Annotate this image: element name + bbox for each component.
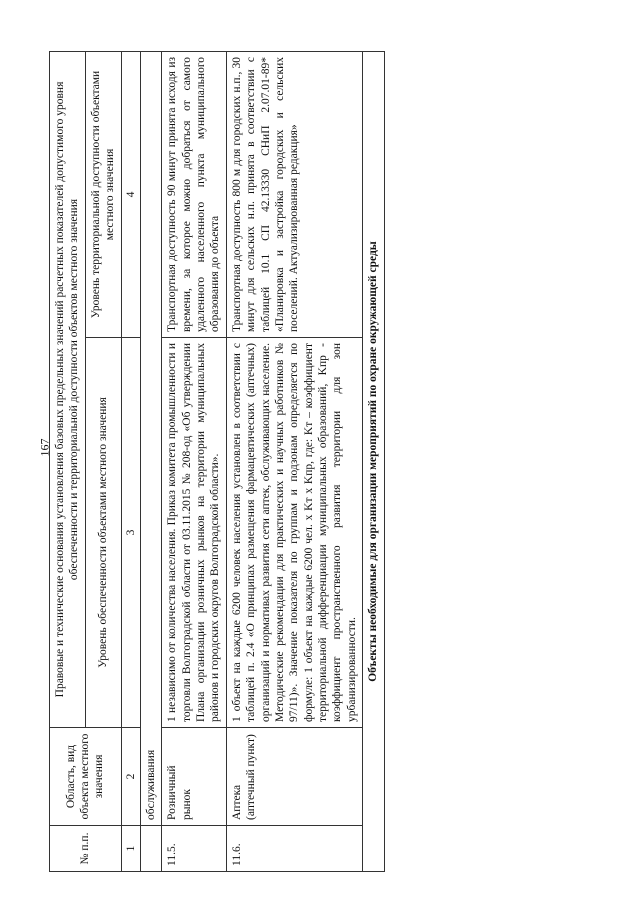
row-provision: 1 независимо от количества населения. Приказ комитета промышленности и торговли Волгоградской области от 03.11.2015 № 208-од «Об утверждении Плана организации розничных рынков на территории муниципальных районов и городских округов Волгоградской области». (162, 338, 227, 728)
row-access: Транспортная доступность 90 минут принята исходя из времени, за которое можно добраться от самого удаленного населенного пункта муниципального образования до объекта (162, 51, 227, 337)
page-number: 167 (37, 438, 52, 457)
header-col-group: Правовые и технические основания установления базовых предельных значений расчетных показателей допустимого уровня обеспеченности и территориальной доступности объектов местного значения (50, 51, 86, 727)
row-access: Транспортная доступность 800 м для городских н.п., 30 минут для сельских н.п. принята в соответствии с таблицей 10.1 СП 42.13330 СНиП 2.07.01-89* «Планировка и застройка городских и сельских поселений. Актуализированная редакция» (226, 51, 362, 337)
standards-table (49, 51, 385, 872)
header-col-provision: Уровень обеспеченности объектами местного значения (85, 338, 121, 728)
row-area: Аптека (аптечный пункт) (226, 728, 362, 826)
rotated-sheet (49, 52, 579, 872)
header-col-area: Область, вид объекта местного значения (50, 728, 122, 826)
column-number: 3 (121, 338, 140, 728)
header-col-num: № п.п. (50, 826, 122, 872)
row-provision: 1 объект на каждые 6200 человек населения установлен в соответствии с таблицей п. 2.4 «О принципах размещения фармацевтических (аптечных) организаций и нормативах развития сети аптек, обслуживающих население. Методические рекомендации для практических и научных работников № 97/11)». Значение показателя по группам и подзонам определяется по формуле: 1 объект на каждые 6200 чел. x Kт x Kпр, где: Kт – коэффициент территориальной дифференциации муниципальных образований, Kпр - коэффициент пространственного развития территории для зон урбанизированности. (226, 338, 362, 728)
footer-section-label: Объекты необходимые для организации мероприятий по охране окружающей среды (363, 51, 384, 871)
footer-section-row (363, 51, 384, 871)
section-label: обслуживания (140, 51, 161, 825)
column-number: 2 (121, 728, 140, 826)
column-number: 1 (121, 826, 140, 872)
header-row-1 (50, 51, 86, 871)
row-number: 11.6. (226, 826, 362, 872)
table-row (162, 51, 227, 871)
header-col-access: Уровень территориальной доступности объектами местного значения (85, 51, 121, 337)
section-row (140, 51, 161, 871)
row-number: 11.5. (162, 826, 227, 872)
row-area: Розничный рынок (162, 728, 227, 826)
column-number-row (121, 51, 140, 871)
column-number: 4 (121, 51, 140, 337)
table-row (226, 51, 362, 871)
